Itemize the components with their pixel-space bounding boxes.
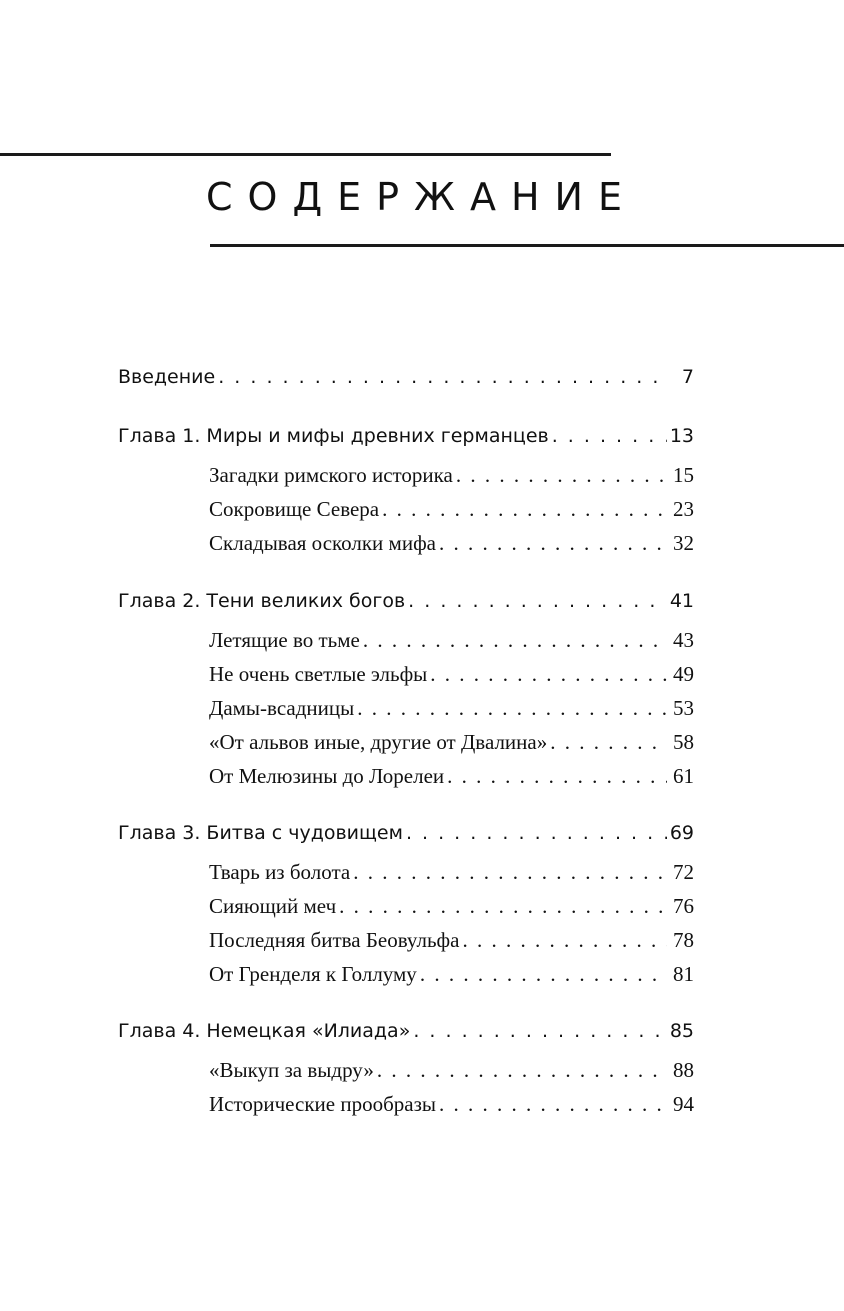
- chapter-label: Глава 3. Битва с чудовищем: [118, 822, 403, 844]
- dot-leader: [377, 1058, 667, 1083]
- section-label: Сокровище Севера: [209, 497, 380, 521]
- page-number: 72: [673, 860, 694, 884]
- toc-section[interactable]: [209, 1092, 694, 1117]
- section-label: Дамы-всадницы: [209, 696, 355, 720]
- section-label: «От альвов иные, другие от Двалина»: [209, 730, 548, 754]
- chapter-label: Глава 2. Тени великих богов: [118, 590, 406, 612]
- section-label: От Гренделя к Голлуму: [209, 962, 417, 986]
- dot-leader: [357, 696, 667, 721]
- page-number: 15: [673, 463, 694, 487]
- page-number: 58: [673, 730, 694, 754]
- toc-section[interactable]: [209, 764, 694, 789]
- section-label: Летящие во тьме: [209, 628, 360, 652]
- toc-section[interactable]: [209, 662, 694, 687]
- dot-leader: [462, 928, 667, 953]
- page-number: 13: [669, 425, 694, 447]
- toc-chapter-2[interactable]: [118, 590, 694, 612]
- dot-leader: [408, 590, 667, 612]
- dot-leader: [550, 730, 667, 755]
- chapter-label: Глава 1. Миры и мифы древних германцев: [118, 425, 549, 447]
- page-number: 61: [673, 764, 694, 788]
- section-label: Не очень светлые эльфы: [209, 662, 428, 686]
- page-number: 88: [673, 1058, 694, 1082]
- toc-entry-intro[interactable]: [118, 366, 694, 388]
- dot-leader: [439, 1092, 667, 1117]
- toc-chapter-1[interactable]: [118, 425, 694, 447]
- toc-chapter-4[interactable]: [118, 1020, 694, 1042]
- toc-section[interactable]: [209, 497, 694, 522]
- dot-leader: [456, 463, 667, 488]
- page-number: 41: [669, 590, 694, 612]
- page-number: 78: [673, 928, 694, 952]
- bottom-rule: [210, 244, 844, 247]
- dot-leader: [363, 628, 667, 653]
- section-label: Складывая осколки мифа: [209, 531, 437, 555]
- dot-leader: [447, 764, 667, 789]
- section-label: Тварь из болота: [209, 860, 351, 884]
- entry-label: Введение: [118, 366, 216, 388]
- dot-leader: [420, 962, 667, 987]
- toc-section[interactable]: [209, 531, 694, 556]
- toc-section[interactable]: [209, 928, 694, 953]
- page-number: 53: [673, 696, 694, 720]
- dot-leader: [353, 860, 667, 885]
- toc-section[interactable]: [209, 628, 694, 653]
- page-number: 7: [681, 366, 694, 388]
- page-number: 23: [673, 497, 694, 521]
- toc-section[interactable]: [209, 860, 694, 885]
- page-number: 81: [673, 962, 694, 986]
- toc-section[interactable]: [209, 1058, 694, 1083]
- dot-leader: [430, 662, 667, 687]
- toc-section[interactable]: [209, 962, 694, 987]
- dot-leader: [339, 894, 667, 919]
- section-label: Последняя битва Беовульфа: [209, 928, 460, 952]
- toc-section[interactable]: [209, 730, 694, 755]
- page-number: 94: [673, 1092, 694, 1116]
- section-label: Исторические прообразы: [209, 1092, 437, 1116]
- chapter-label: Глава 4. Немецкая «Илиада»: [118, 1020, 411, 1042]
- page-number: 85: [669, 1020, 694, 1042]
- top-rule: [0, 153, 611, 156]
- section-label: Сияющий меч: [209, 894, 337, 918]
- toc-section[interactable]: [209, 463, 694, 488]
- dot-leader: [413, 1020, 666, 1042]
- dot-leader: [382, 497, 667, 522]
- page-number: 49: [673, 662, 694, 686]
- dot-leader: [218, 366, 667, 388]
- dot-leader: [406, 822, 667, 844]
- section-label: Загадки римского историка: [209, 463, 453, 487]
- page-number: 32: [673, 531, 694, 555]
- page-number: 69: [669, 822, 694, 844]
- toc-section[interactable]: [209, 894, 694, 919]
- page-title: СОДЕРЖАНИЕ: [206, 175, 637, 219]
- dot-leader: [552, 425, 667, 447]
- section-label: От Мелюзины до Лорелеи: [209, 764, 445, 788]
- page-number: 43: [673, 628, 694, 652]
- section-label: «Выкуп за выдру»: [209, 1058, 374, 1082]
- dot-leader: [439, 531, 667, 556]
- page-number: 76: [673, 894, 694, 918]
- toc-section[interactable]: [209, 696, 694, 721]
- toc-chapter-3[interactable]: [118, 822, 694, 844]
